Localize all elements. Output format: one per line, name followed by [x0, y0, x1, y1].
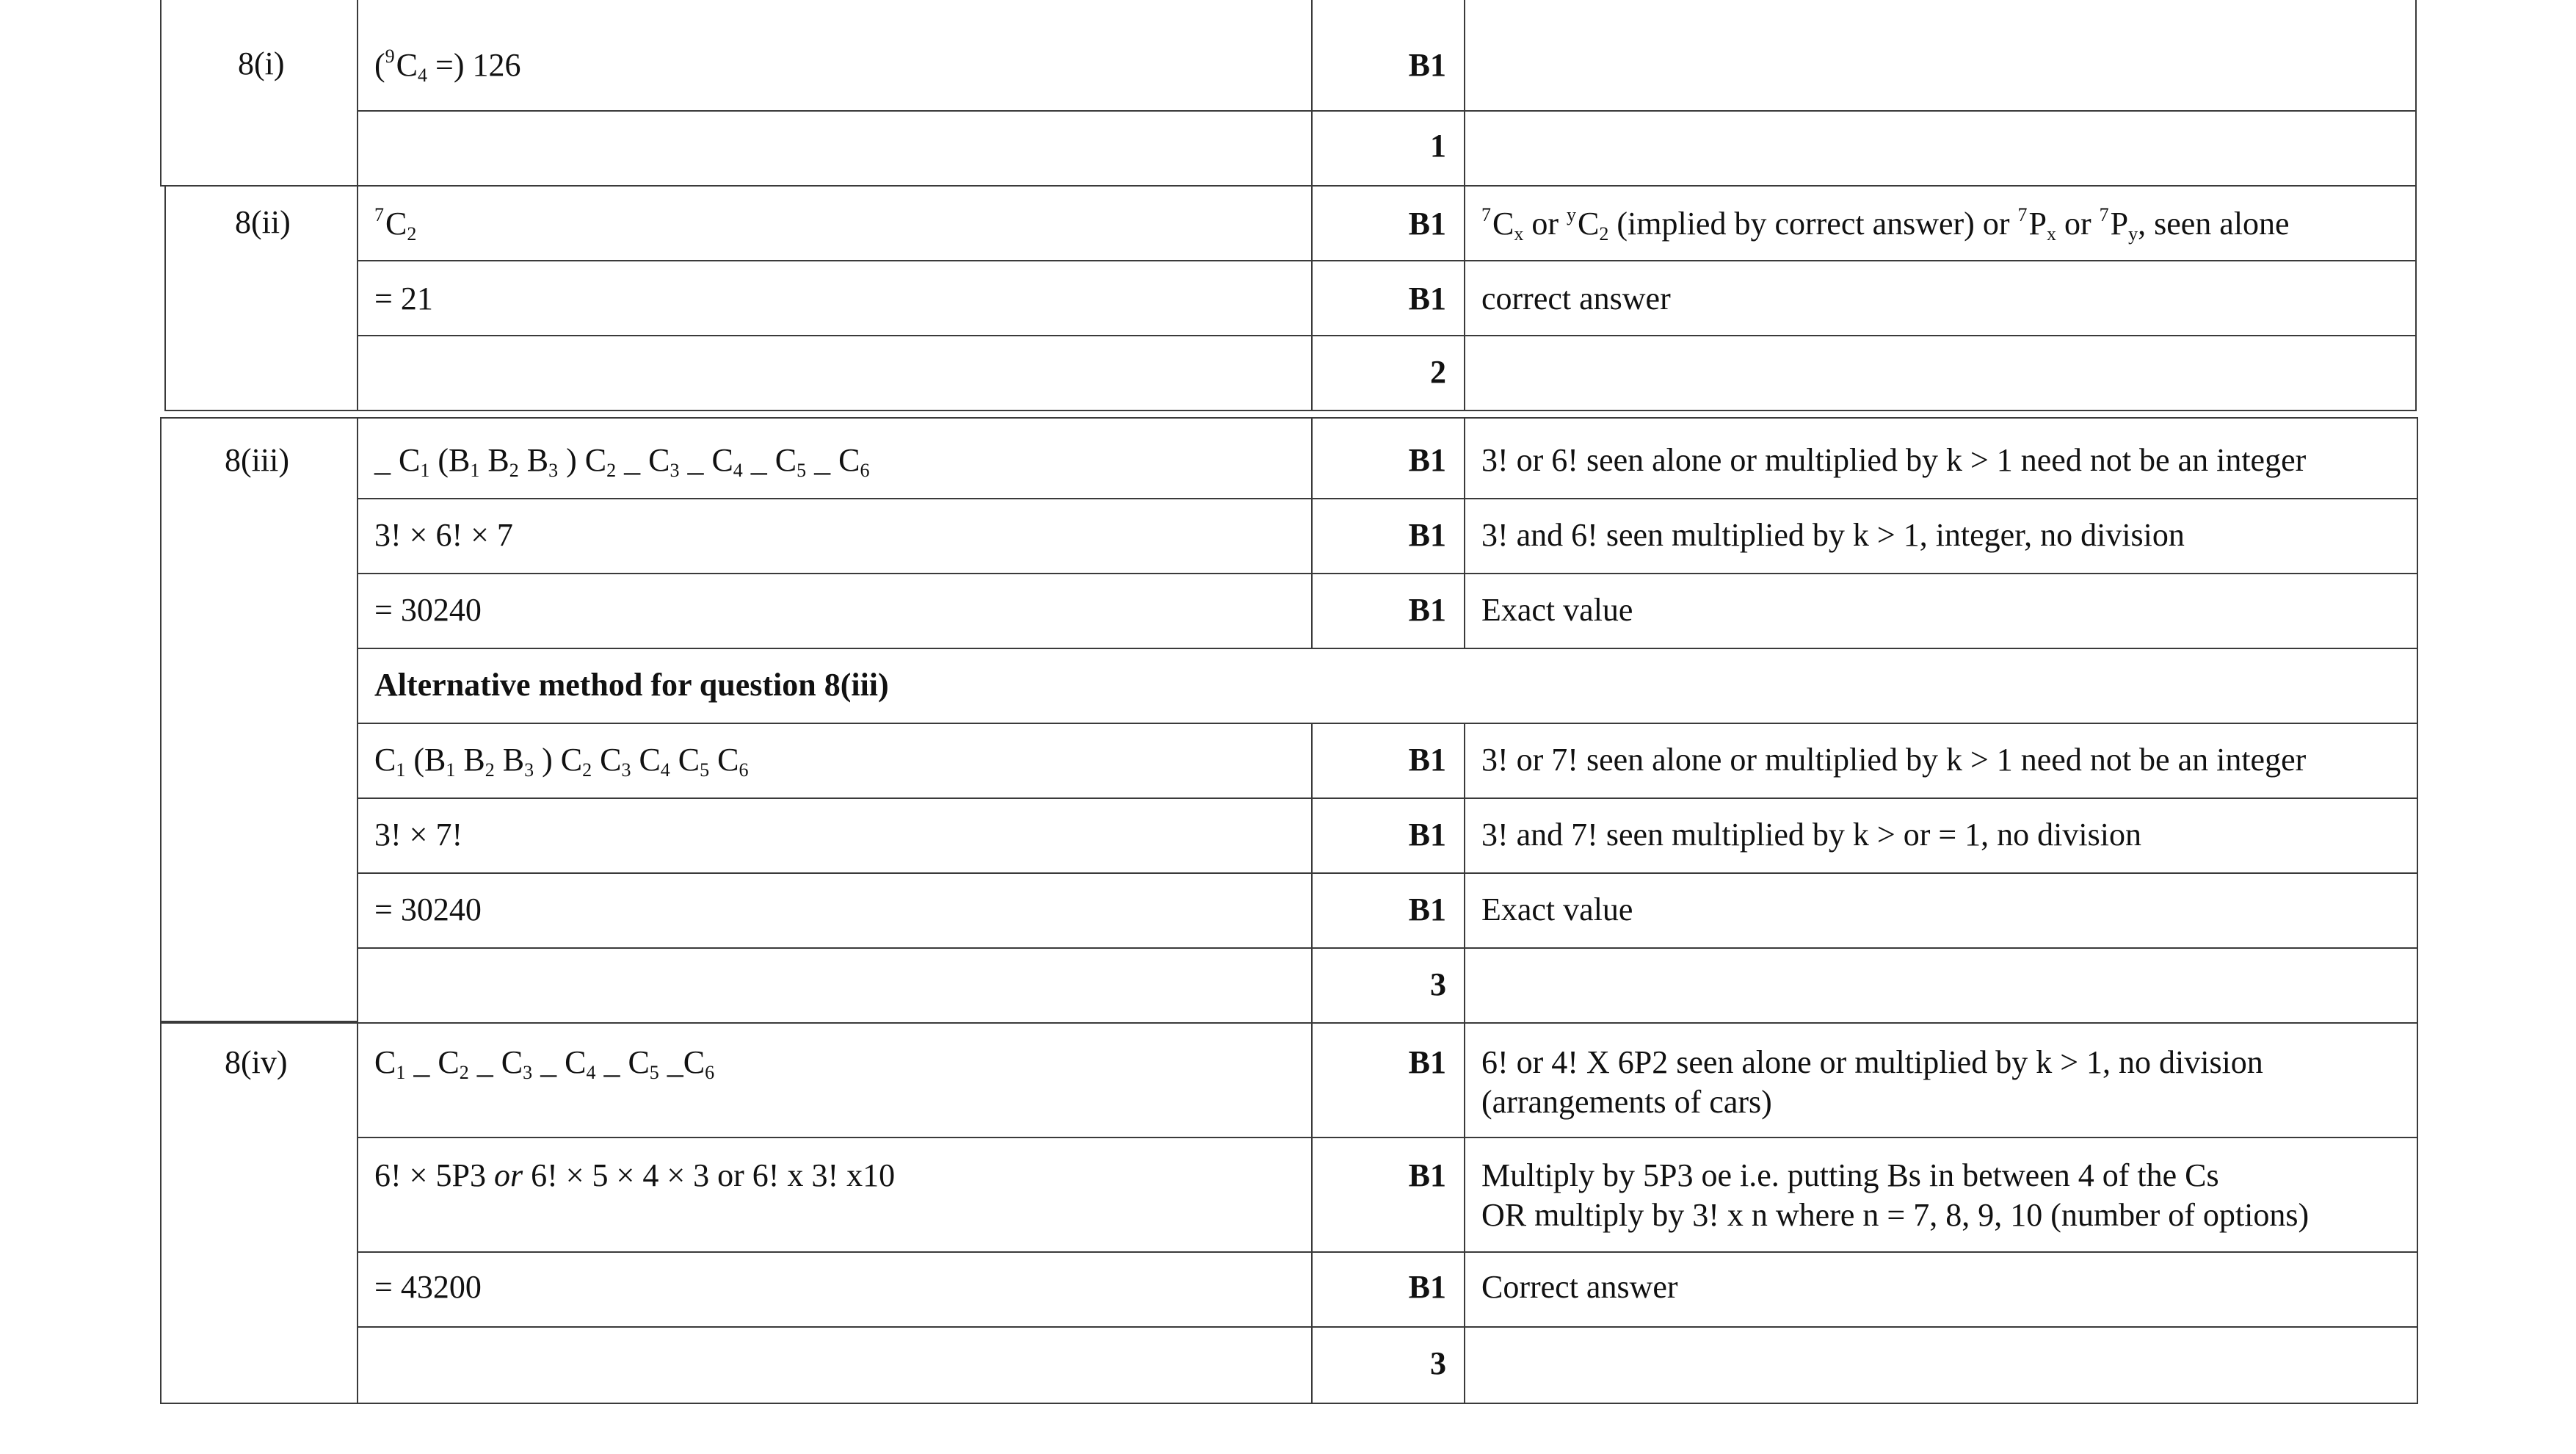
- mark-cell: [1311, 335, 1465, 411]
- answer-text: $^7$C2: [374, 204, 417, 245]
- mark-cell: [1311, 417, 1465, 499]
- mark-cell: [1311, 797, 1465, 874]
- answer-cell: [357, 260, 1313, 336]
- mark: B1: [1408, 442, 1446, 478]
- answer-cell: [357, 498, 1313, 574]
- total-mark: 3: [1430, 966, 1446, 1002]
- answer-cell: [357, 1326, 1313, 1404]
- guidance-text: 3! and 6! seen multiplied by k > 1, integer, no division: [1481, 517, 2185, 553]
- guidance-text: $^7$Cx or $^y$C2 (implied by correct answer) or $^7$Px or $^7$Py, seen alone: [1481, 204, 2290, 245]
- question-cell: [160, 417, 358, 1022]
- answer-cell: [357, 1022, 1313, 1138]
- guidance-cell: [1464, 335, 2417, 411]
- mark-cell: [1311, 1251, 1465, 1328]
- mark-cell: [1311, 1022, 1465, 1138]
- guidance-cell: [1464, 1137, 2418, 1253]
- total-mark: 2: [1430, 354, 1446, 390]
- mark-cell: [1311, 947, 1465, 1024]
- mark: B1: [1408, 206, 1446, 242]
- mark-cell: [1311, 185, 1465, 261]
- guidance-text: correct answer: [1481, 281, 1671, 317]
- answer-cell: [357, 1137, 1313, 1253]
- guidance-line-2: OR multiply by 3! x n where n = 7, 8, 9, 10 (number of options): [1481, 1197, 2310, 1233]
- mark-cell: [1311, 110, 1465, 187]
- answer-cell: [357, 417, 1313, 499]
- mark-cell: [1311, 1326, 1465, 1404]
- mark: B1: [1408, 742, 1446, 778]
- answer-cell: [357, 872, 1313, 949]
- mark: B1: [1408, 592, 1446, 628]
- guidance-cell: [1464, 498, 2418, 574]
- alternative-method-row: [357, 648, 2418, 724]
- answer-text: 6! × 5P3 or 6! × 5 × 4 × 3 or 6! x 3! x10: [374, 1157, 896, 1193]
- guidance-text: Exact value: [1481, 592, 1633, 628]
- guidance-cell: [1464, 110, 2417, 187]
- mark-cell: [1311, 0, 1465, 112]
- guidance-text: 3! or 6! seen alone or multiplied by k > 1 need not be an integer: [1481, 442, 2307, 478]
- question-number: 8(iii): [225, 442, 289, 478]
- mark-cell: [1311, 498, 1465, 574]
- alternative-method-heading: Alternative method for question 8(iii): [374, 667, 889, 703]
- answer-cell: [357, 723, 1313, 799]
- guidance-cell: [1464, 417, 2418, 499]
- guidance-text: Exact value: [1481, 891, 1633, 927]
- answer-cell: [357, 1251, 1313, 1328]
- mark-cell: [1311, 260, 1465, 336]
- mark-cell: [1311, 573, 1465, 649]
- guidance-text: Correct answer: [1481, 1269, 1678, 1305]
- answer-text: = 21: [374, 281, 433, 317]
- guidance-line-2: (arrangements of cars): [1481, 1084, 1772, 1120]
- answer-cell: [357, 797, 1313, 874]
- guidance-text: 3! and 7! seen multiplied by k > or = 1, no division: [1481, 817, 2141, 853]
- answer-cell: [357, 0, 1313, 112]
- question-cell: [160, 0, 358, 187]
- mark: B1: [1408, 1044, 1446, 1080]
- question-number: 8(i): [238, 46, 285, 82]
- guidance-cell: [1464, 185, 2417, 261]
- guidance-cell: [1464, 573, 2418, 649]
- answer-text: C1 _ C2 _ C3 _ C4 _ C5 _C6: [374, 1044, 715, 1083]
- guidance-cell: [1464, 872, 2418, 949]
- answer-text: C1 (B1 B2 B3 ) C2 C3 C4 C5 C6: [374, 742, 749, 781]
- mark: B1: [1408, 1269, 1446, 1305]
- answer-cell: [357, 947, 1313, 1024]
- mark: B1: [1408, 517, 1446, 553]
- answer-text: 3! × 6! × 7: [374, 517, 513, 553]
- mark: B1: [1408, 891, 1446, 927]
- answer-text: _ C1 (B1 B2 B3 ) C2 _ C3 _ C4 _ C5 _ C6: [374, 442, 870, 481]
- guidance-line-1: 6! or 4! X 6P2 seen alone or multiplied by k > 1, no division: [1481, 1044, 2263, 1080]
- answer-cell: [357, 335, 1313, 411]
- answer-text: = 30240: [374, 592, 482, 628]
- mark: B1: [1408, 817, 1446, 853]
- mark: B1: [1408, 1157, 1446, 1193]
- guidance-text: 3! or 7! seen alone or multiplied by k > 1 need not be an integer: [1481, 742, 2307, 778]
- mark: B1: [1408, 47, 1446, 83]
- mark-cell: [1311, 723, 1465, 799]
- guidance-cell: [1464, 260, 2417, 336]
- answer-text: 3! × 7!: [374, 817, 463, 853]
- guidance-cell: [1464, 947, 2418, 1024]
- guidance-line-1: Multiply by 5P3 oe i.e. putting Bs in between 4 of the Cs: [1481, 1157, 2219, 1193]
- mark-cell: [1311, 872, 1465, 949]
- question-number: 8(iv): [225, 1044, 288, 1080]
- answer-cell: [357, 185, 1313, 261]
- mark: B1: [1408, 281, 1446, 317]
- question-cell: [160, 1022, 358, 1404]
- guidance-cell: [1464, 1326, 2418, 1404]
- question-cell: [164, 185, 358, 411]
- total-mark: 1: [1430, 128, 1446, 164]
- answer-text: = 43200: [374, 1269, 482, 1305]
- answer-text: ($^9$C4 =) 126: [374, 46, 521, 86]
- answer-cell: [357, 573, 1313, 649]
- guidance-cell: [1464, 1251, 2418, 1328]
- answer-cell: [357, 110, 1313, 187]
- guidance-cell: [1464, 797, 2418, 874]
- answer-text: = 30240: [374, 891, 482, 927]
- question-number: 8(ii): [235, 204, 291, 240]
- guidance-cell: [1464, 0, 2417, 112]
- guidance-cell: [1464, 723, 2418, 799]
- total-mark: 3: [1430, 1345, 1446, 1381]
- mark-cell: [1311, 1137, 1465, 1253]
- guidance-cell: [1464, 1022, 2418, 1138]
